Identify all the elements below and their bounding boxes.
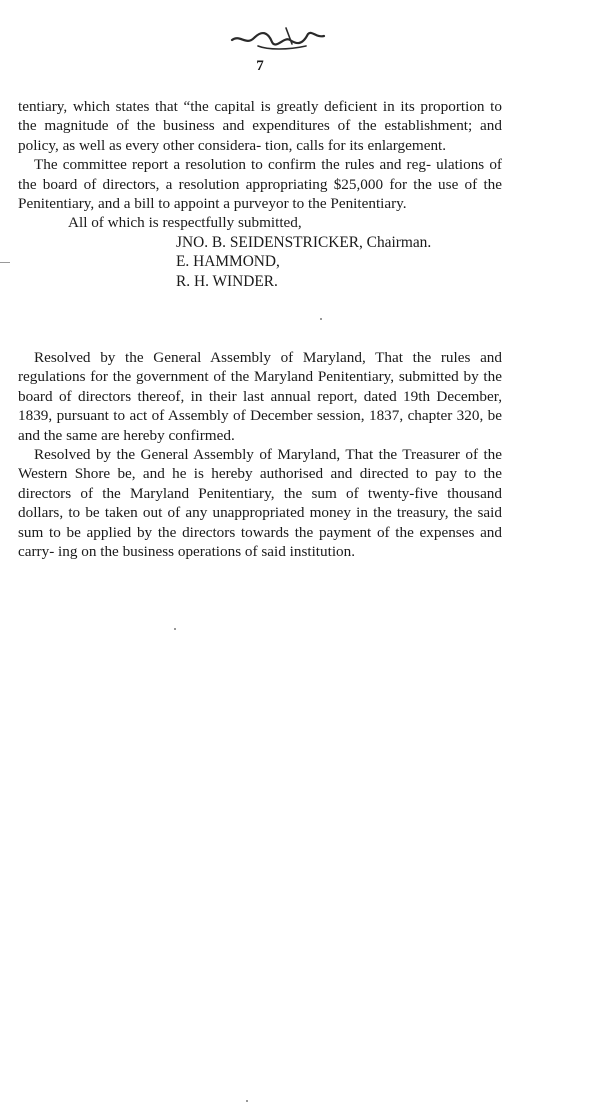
- margin-mark: [0, 262, 10, 263]
- paper-speck: [246, 1100, 248, 1102]
- signature-block: [18, 233, 502, 291]
- page-number: 7: [256, 58, 264, 74]
- resolution-two: Resolved by the General Assembly of Maryland, That the Treasurer of the Western Shore be, and he is hereby authorised and directed to pay to the directors of the Maryland Penitentiary, the sum of twenty-five thousand dollars, to be taken out of any unappropriated money in the treasury, the said sum to be applied by the directors towards the payment of the expenses and carry- ing on the business operations of said institution.: [18, 446, 502, 561]
- committee-paragraph: The committee report a resolution to confirm the rules and reg- ulations of the board of directors, a resolution appropriating $25,000 for the use of the Penitentiary, and a bill to appoint a purveyor to the Penitentiary.: [18, 156, 502, 213]
- submitted-line: All of which is respectfully submitted,: [68, 214, 302, 232]
- resolution-one: Resolved by the General Assembly of Maryland, That the rules and regulations for the government of the Maryland Penitentiary, submitted by the board of directors thereof, in their last annual report, dated 19th December, 1839, pursuant to act of Assembly of December session, 1837, chapter 320, be and the same are hereby confirmed.: [18, 349, 502, 444]
- continuation-paragraph: tentiary, which states that “the capital is greatly deficient in its proportion to the magnitude of the business and expenditures of the establishment; and policy, as well as every other considera- tion, calls for its enlargement.: [18, 98, 502, 154]
- signature-hammond: E. HAMMOND,: [176, 253, 280, 271]
- paper-speck: [174, 628, 176, 630]
- signature-chairman: JNO. B. SEIDENSTRICKER, Chairman.: [176, 233, 432, 251]
- resolutions: [18, 348, 502, 561]
- report-body: [18, 97, 502, 291]
- paper-speck: [320, 318, 322, 320]
- handwritten-scribble: [228, 24, 328, 58]
- signature-winder: R. H. WINDER.: [176, 272, 278, 290]
